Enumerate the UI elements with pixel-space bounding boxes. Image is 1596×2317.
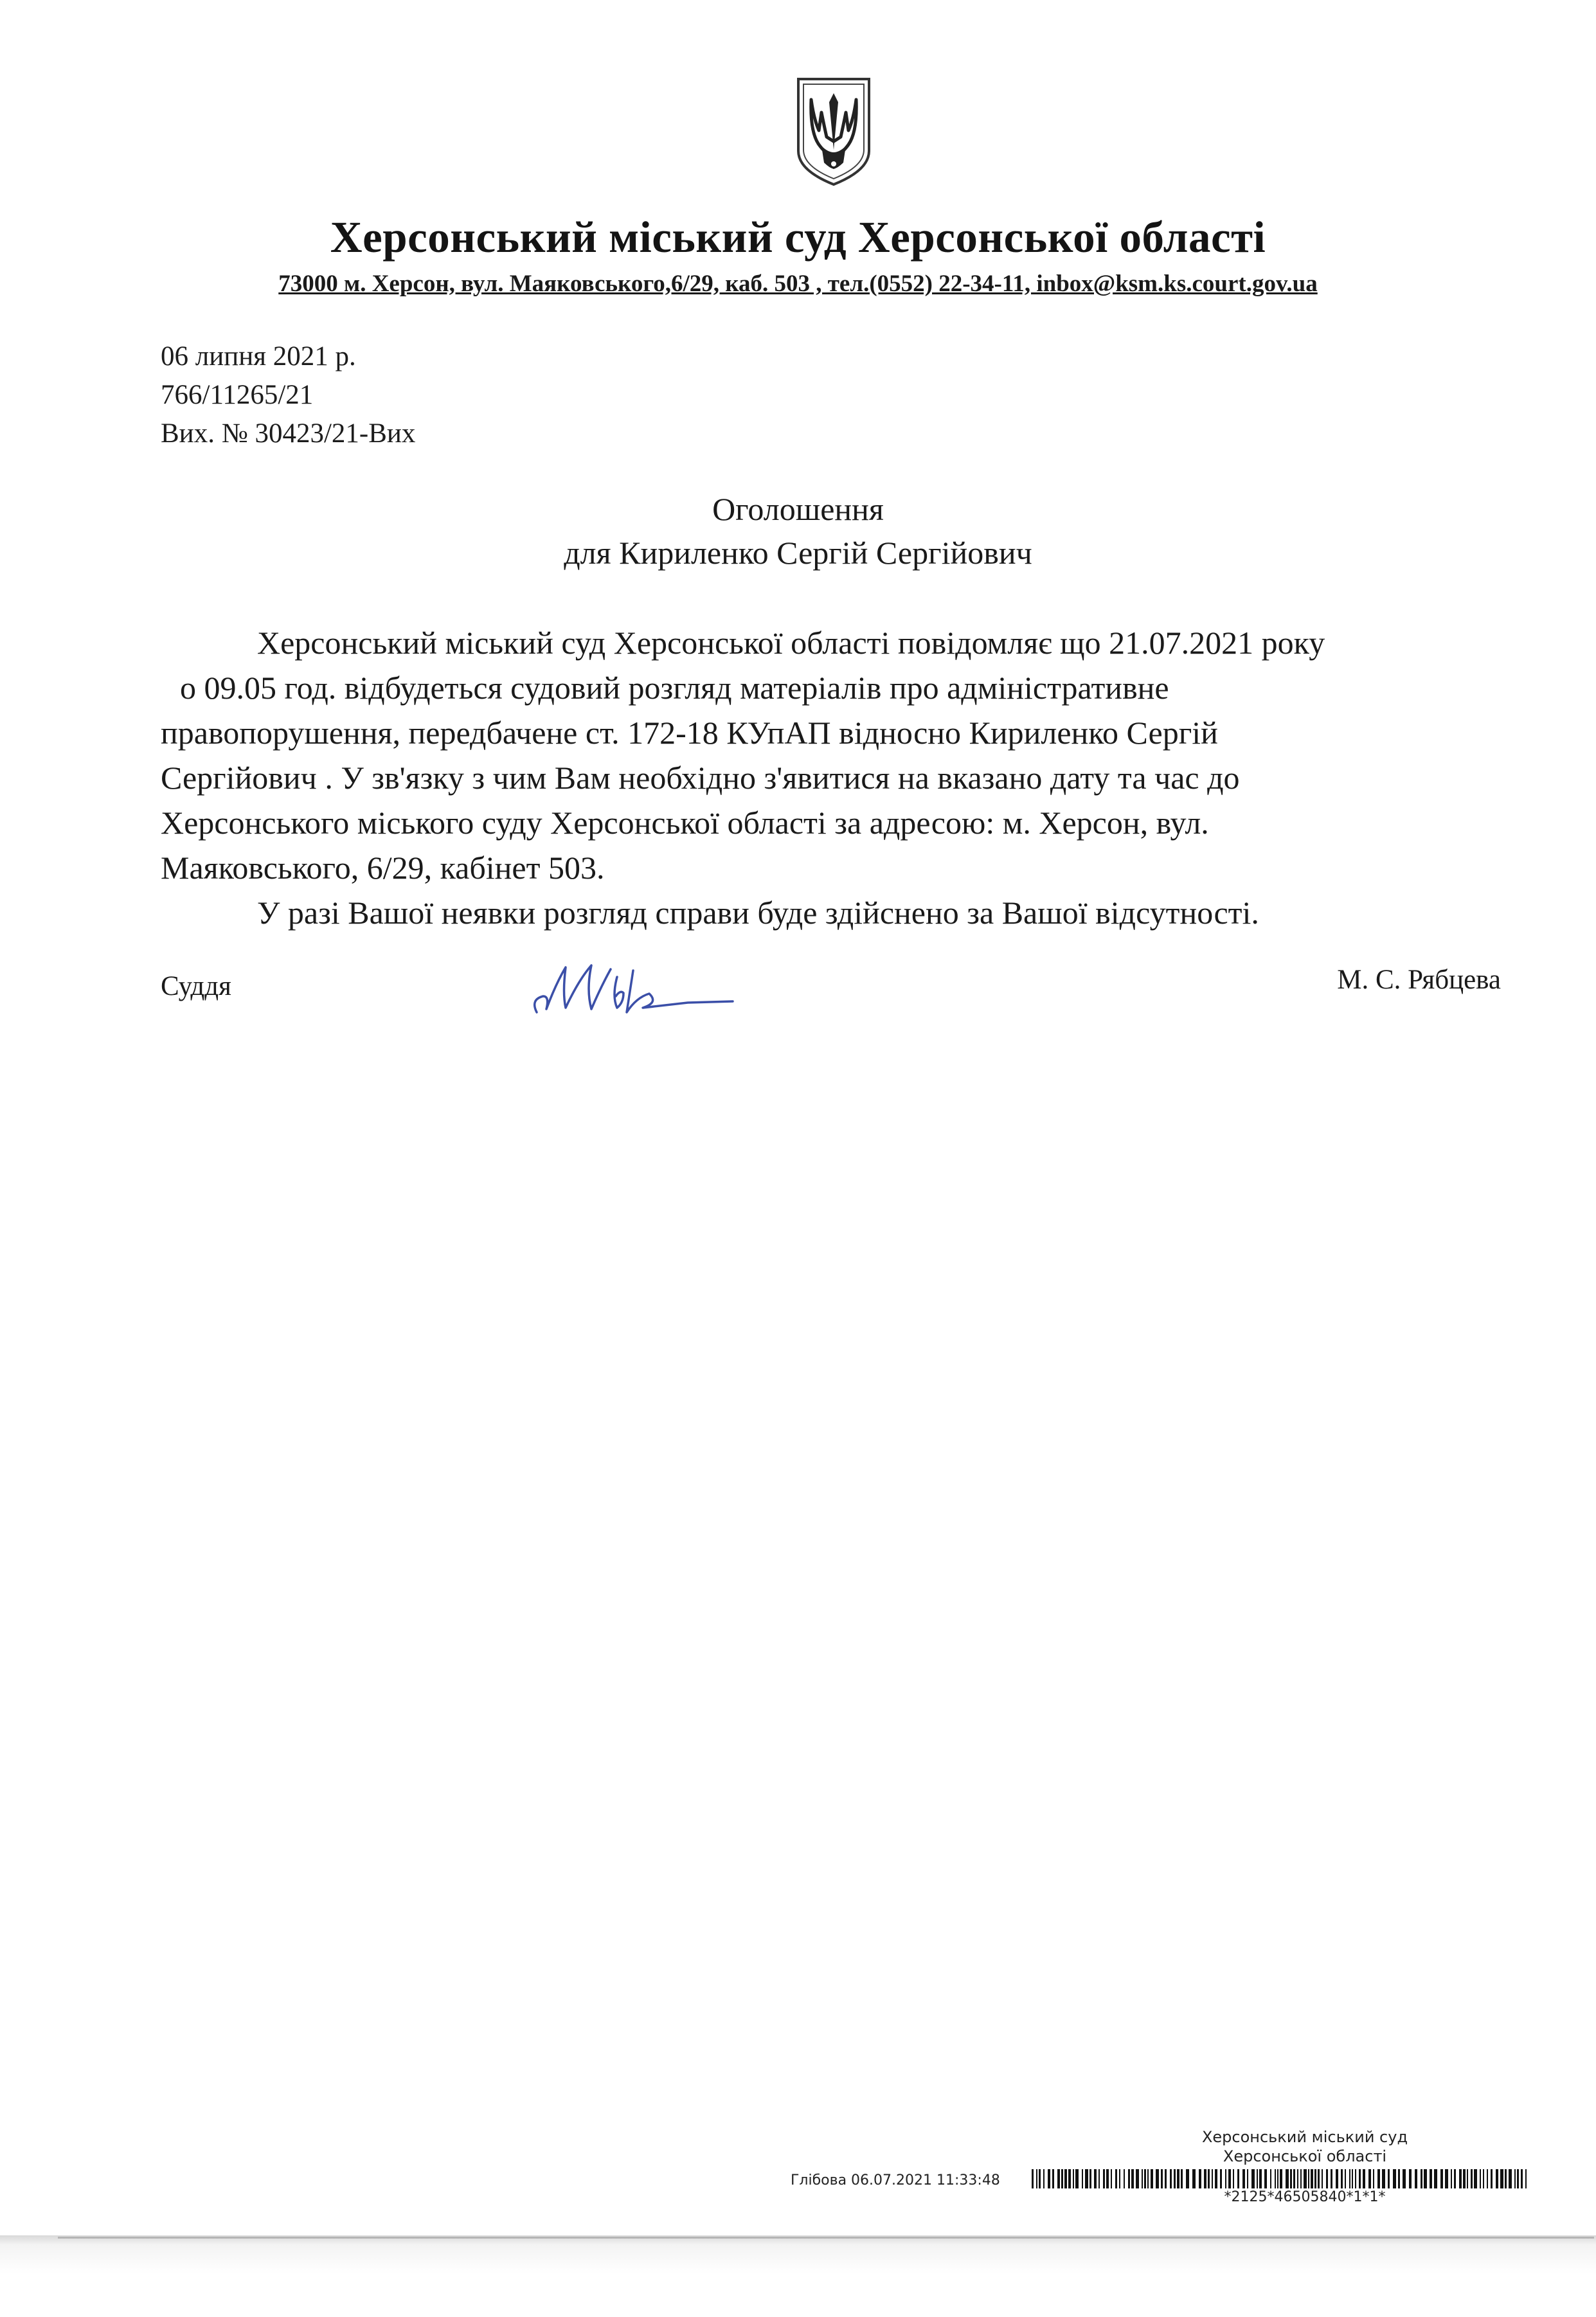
body-line: Маяковського, 6/29, кабінет 503. [161,850,605,886]
body-line: Херсонського міського суду Херсонської області за адресою: м. Херсон, вул. [161,805,1209,841]
stamp-organization [1170,2127,1440,2166]
scan-edge-shadow [0,2235,1596,2317]
document-date: 06 липня 2021 р. [161,341,356,371]
announcement-heading [0,487,1596,575]
document-meta [161,337,415,453]
announcement-body [161,620,1523,935]
body-line: правопорушення, передбачене ст. 172-18 КУпАП відносно Кириленко Сергій [161,715,1218,751]
court-title: Херсонський міський суд Херсонської області [330,213,1266,262]
court-address: 73000 м. Херсон, вул. Маяковського,6/29, каб. 503 , тел.(0552) 22-34-11, inbox@ksm.ks.court.gov.ua [278,271,1318,297]
judge-role: Суддя [161,971,231,1001]
stamp-org-line: Херсонський міський суд [1201,2128,1408,2146]
trident-coat-of-arms-icon [792,74,875,190]
registration-stamp [791,2127,1530,2205]
barcode-code: *2125*46505840*1*1* [1224,2189,1386,2205]
announcement-title: Оголошення [712,491,884,527]
body-line: У разі Вашої неявки розгляд справи буде здійснено за Вашої відсутності. [257,895,1259,931]
judge-name: М. С. Рябцева [1337,965,1501,995]
stamp-registrar: Глібова 06.07.2021 11:33:48 [791,2172,1000,2188]
body-line: Херсонський міський суд Херсонської області повідомляє що 21.07.2021 року [257,625,1325,661]
scan-edge-line [58,2237,1594,2239]
handwritten-signature [527,951,739,1022]
case-number: 766/11265/21 [161,380,314,410]
announcement-addressee: для Кириленко Сергій Сергійович [564,535,1032,571]
signature-block [161,965,1501,1048]
body-line: о 09.05 год. відбудеться судовий розгляд матеріалів про адміністративне [180,670,1169,706]
outgoing-number: Вих. № 30423/21-Вих [161,418,416,449]
stamp-org-line: Херсонської області [1223,2147,1387,2165]
barcode [1032,2169,1527,2188]
body-line: Сергійович . У зв'язку з чим Вам необхідно з'явитися на вказано дату та час до [161,760,1240,796]
